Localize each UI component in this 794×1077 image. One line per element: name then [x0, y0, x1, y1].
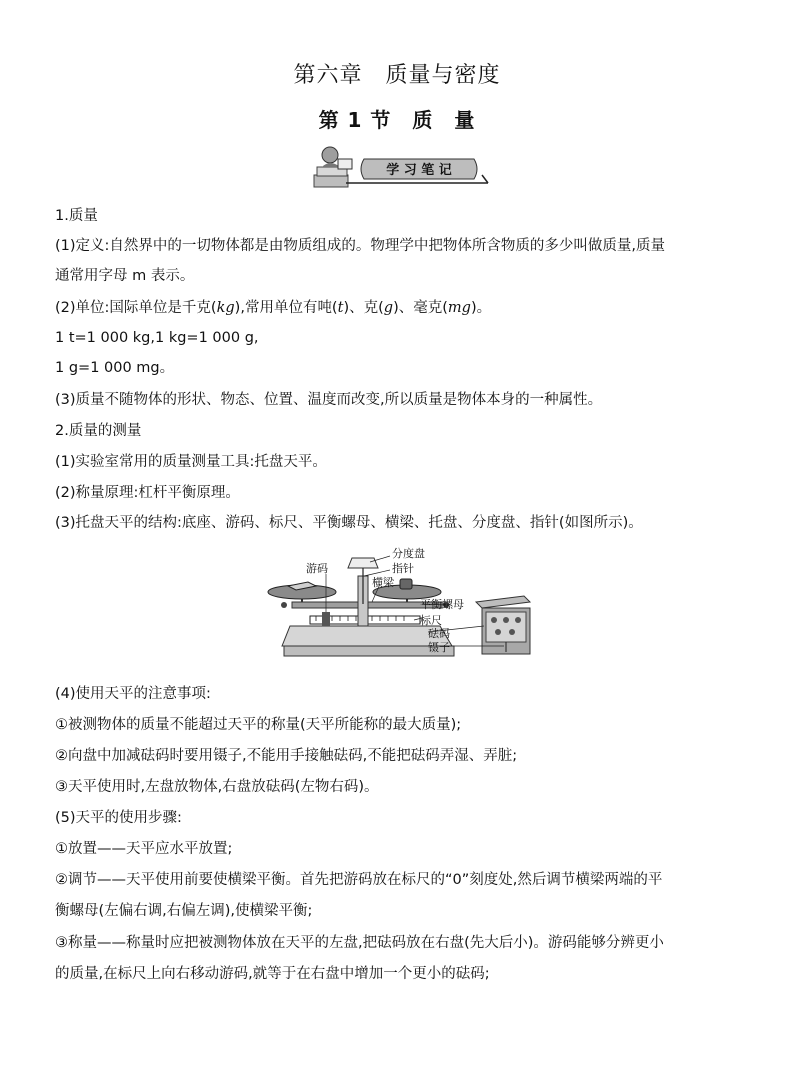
study-notes-banner — [312, 145, 492, 193]
step-2-line-2: 衡螺母(左偏右调,右偏左调),使横梁平衡; — [55, 903, 313, 919]
principle-line: (2)称量原理:杠杆平衡原理。 — [55, 485, 240, 501]
step-2-line-1: ②调节——天平使用前要使横梁平衡。首先把游码放在标尺的“0”刻度处,然后调节横梁两端的平 — [55, 872, 663, 888]
conversion-line-1: 1 t=1 000 kg,1 kg=1 000 g, — [55, 330, 259, 346]
heading-mass: 1.质量 — [55, 208, 98, 224]
label-weights: 砝码 — [428, 627, 450, 640]
section-title: 第 1 节 质 量 — [318, 108, 476, 132]
step-3-line-2: 的质量,在标尺上向右移动游码,就等于在右盘中增加一个更小的砝码; — [55, 966, 490, 982]
property-line: (3)质量不随物体的形状、物态、位置、温度而改变,所以质量是物体本身的一种属性。 — [55, 392, 603, 408]
label-dial: 分度盘 — [392, 547, 425, 560]
label-nut: 平衡螺母 — [420, 598, 464, 611]
note-3: ③天平使用时,左盘放物体,右盘放砝码(左物右码)。 — [55, 779, 379, 795]
banner-text: 学 习 笔 记 — [386, 163, 452, 178]
units-line: (2)单位:国际单位是千克(kg),常用单位有吨(t)、克(g)、毫克(mg)。 — [55, 300, 492, 316]
label-beam: 横梁 — [372, 576, 394, 589]
conversion-line-2: 1 g=1 000 mg。 — [55, 360, 175, 376]
note-1: ①被测物体的质量不能超过天平的称量(天平所能称的最大质量); — [55, 717, 462, 733]
heading-measurement: 2.质量的测量 — [55, 423, 142, 439]
label-tweezers: 镊子 — [428, 641, 450, 654]
chapter-title: 第六章 质量与密度 — [293, 63, 501, 88]
definition-line-1: (1)定义:自然界中的一切物体都是由物质组成的。物理学中把物体所含物质的多少叫做质量,质量 — [55, 238, 666, 254]
definition-line-2: 通常用字母 m 表示。 — [55, 268, 195, 284]
notes-heading: (4)使用天平的注意事项: — [55, 686, 211, 702]
note-2: ②向盘中加减砝码时要用镊子,不能用手接触砝码,不能把砝码弄湿、弄脏; — [55, 748, 518, 764]
student-reading-icon — [314, 147, 352, 187]
label-pointer: 指针 — [392, 562, 414, 575]
step-3-line-1: ③称量——称量时应把被测物体放在天平的左盘,把砝码放在右盘(先大后小)。游码能够分辨更小 — [55, 935, 664, 951]
step-1: ①放置——天平应水平放置; — [55, 841, 233, 857]
label-scale: 标尺 — [420, 614, 442, 627]
structure-line: (3)托盘天平的结构:底座、游码、标尺、平衡螺母、横梁、托盘、分度盘、指针(如图所示)。 — [55, 515, 643, 531]
balance-figure — [262, 546, 534, 666]
tool-line: (1)实验室常用的质量测量工具:托盘天平。 — [55, 454, 327, 470]
steps-heading: (5)天平的使用步骤: — [55, 810, 182, 826]
label-rider: 游码 — [306, 562, 328, 575]
